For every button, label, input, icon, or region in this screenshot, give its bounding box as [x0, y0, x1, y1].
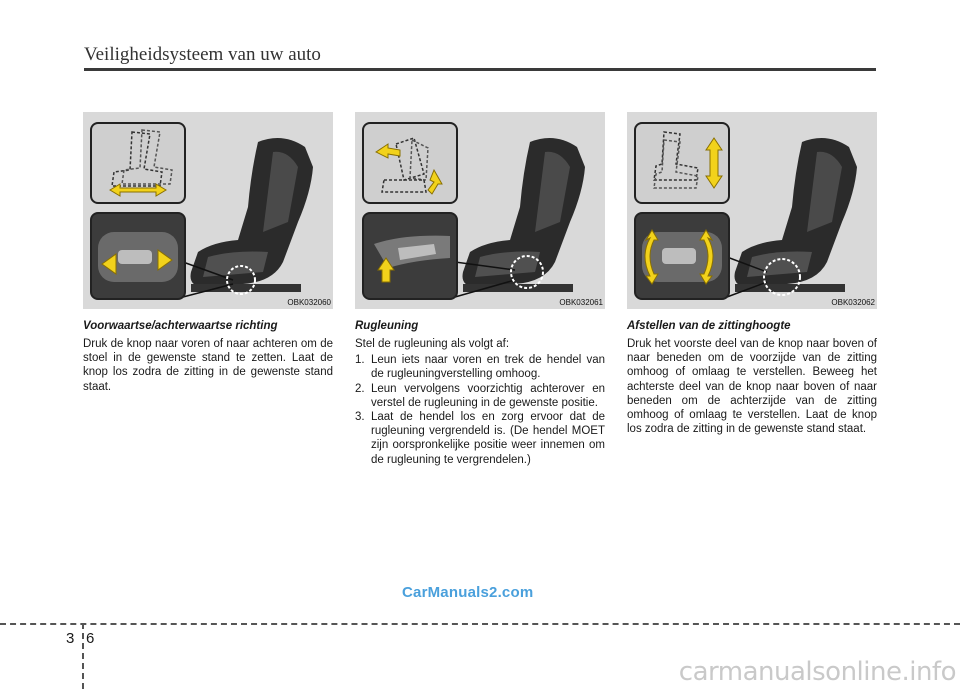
figure-seat-height — [627, 112, 877, 309]
inset-backrest-angle — [362, 122, 458, 204]
inset-backrest-lever — [362, 212, 458, 300]
column-fore-aft — [83, 112, 333, 394]
column-seat-height — [627, 112, 877, 436]
steps-list — [355, 353, 605, 467]
section-heading: Afstellen van de zittinghoogte — [627, 320, 791, 332]
inset-seat-height — [634, 122, 730, 204]
page-header-title: Veiligheidsysteem van uw auto — [84, 44, 321, 65]
figure-fore-aft — [83, 112, 333, 309]
figure-backrest — [355, 112, 605, 309]
list-item: 3. Laat de hendel los en zorg ervoor dat de rugleuning vergrendeld is. (De hendel MOET zijn oorspronkelijke positie weer innemen om de rugleuning te vergrendelen.) — [355, 411, 605, 466]
figure-code: OBK032062 — [831, 298, 875, 307]
section-heading: Voorwaartse/achterwaartse richting — [83, 320, 278, 332]
seat-icon — [191, 138, 314, 292]
inset-height-switch — [634, 212, 730, 300]
figure-code: OBK032060 — [287, 298, 331, 307]
section-paragraph: Druk het voorste deel van de knop naar boven of naar beneden om de voorzijde van de zitting omhoog of omlaag te verstellen. Beweeg het achterste deel van de knop naar boven of naar beneden om de achterzijde van de zitting omhoog of omlaag te verstellen. Laat de knop los zodra de zitting in de gewenste stand staat. — [627, 338, 877, 436]
watermark-link[interactable]: CarManuals2.com — [402, 584, 534, 601]
section-paragraph: Stel de rugleuning als volgt af: — [355, 338, 510, 350]
footer-vertical-divider — [82, 623, 84, 689]
figure-code: OBK032061 — [559, 298, 603, 307]
page-section-number: 3 — [66, 630, 75, 647]
section-heading: Rugleuning — [355, 320, 419, 332]
column-backrest — [355, 112, 605, 467]
list-item: 2. Leun vervolgens voorzichtig achterover en verstel de rugleuning in de gewenste positie. — [355, 382, 605, 409]
section-paragraph: Druk de knop naar voren of naar achteren om de stoel in de gewenste stand te zetten. Laat de knop los zodra de zitting in de gewenste stand staat. — [83, 338, 333, 393]
header-rule — [84, 68, 876, 71]
footer-divider — [0, 623, 960, 625]
seat-icon — [463, 138, 586, 292]
list-item: 1. Leun iets naar voren en trek de hendel van de rugleuningverstelling omhoog. — [355, 354, 605, 381]
site-watermark: carmanualsonline.info — [678, 657, 956, 687]
page-number: 6 — [86, 630, 95, 647]
seat-icon — [735, 138, 858, 292]
inset-seat-position — [90, 122, 186, 204]
inset-seat-switch — [90, 212, 186, 300]
